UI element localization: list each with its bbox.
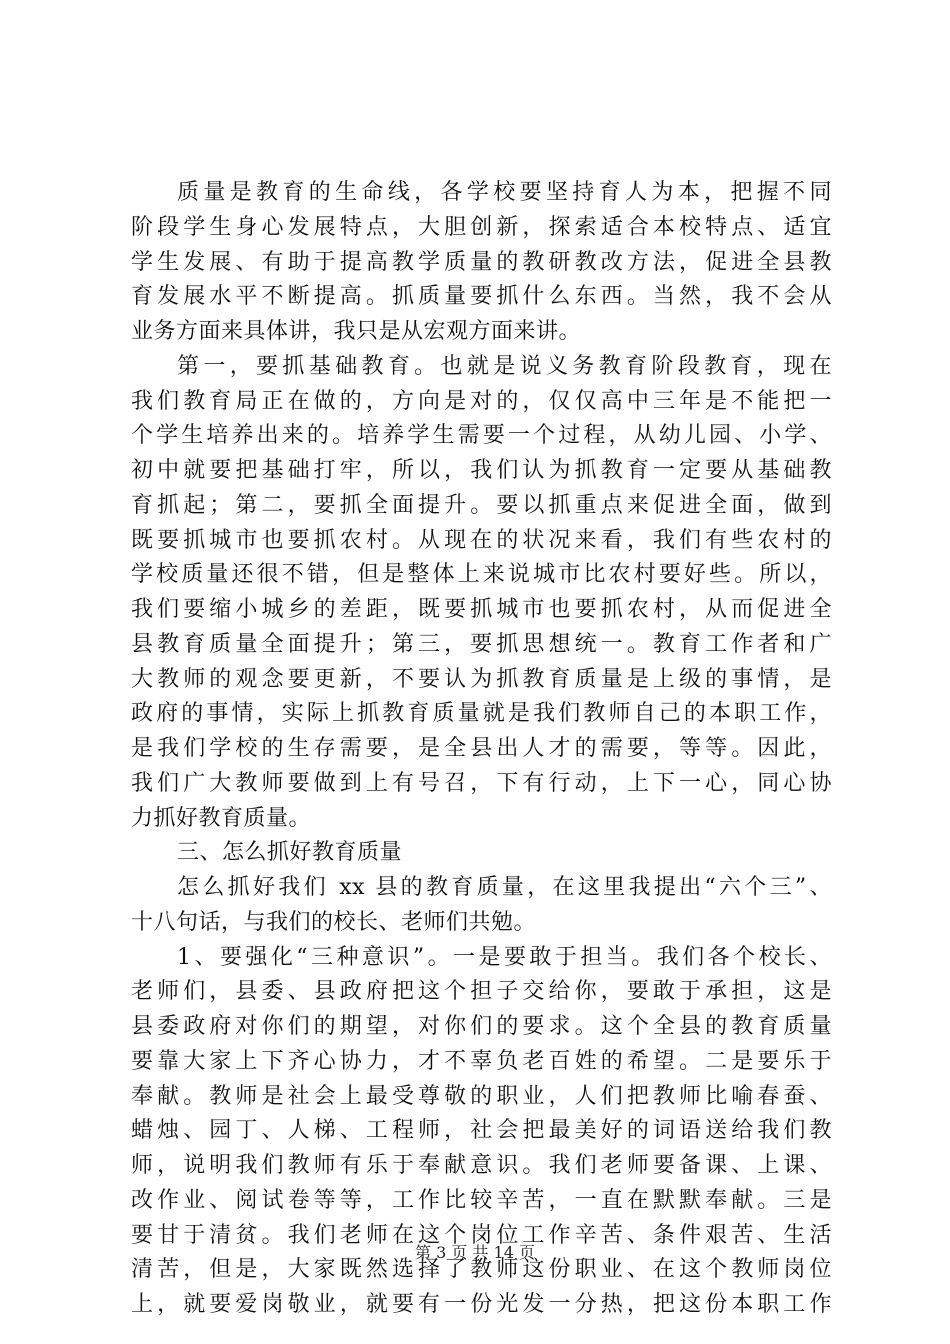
text-line: 1、要强化“三种意识”。一是要敢于担当。我们各个校长、 [177, 944, 832, 970]
text-line: 质量是教育的生命线，各学校要坚持育人为本，把握不同 [177, 180, 832, 205]
text-line: 育发展水平不断提高。抓质量要抓什么东西。当然，我不会从 [131, 284, 832, 310]
text-line: 清苦，但是，大家既然选择了教师这份职业、在这个教师岗位 [131, 1257, 832, 1283]
text-line: 力抓好教育质量。 [131, 805, 312, 831]
document-body [131, 176, 832, 1323]
text-line: 大教师的观念要更新，不要认为抓教育质量是上级的事情，是 [131, 666, 832, 692]
text-line: 个学生培养出来的。培养学生需要一个过程，从幼儿园、小学、 [131, 423, 832, 449]
text-line: 奉献。教师是社会上最受尊敬的职业，人们把教师比喻春蚕、 [131, 1083, 832, 1109]
text-line: 政府的事情，实际上抓教育质量就是我们教师自己的本职工作， [131, 701, 832, 727]
text-line: 改作业、阅试卷等等，工作比较辛苦，一直在默默奉献。三是 [131, 1187, 832, 1213]
text-line: 我们教育局正在做的，方向是对的，仅仅高中三年是不能把一 [131, 388, 832, 414]
text-line: 既要抓城市也要抓农村。从现在的状况来看，我们有些农村的 [131, 527, 832, 553]
text-line: 学生发展、有助于提高教学质量的教研教改方法，促进全县教 [131, 249, 832, 275]
text-line: 阶段学生身心发展特点，大胆创新，探索适合本校特点、适宜 [131, 214, 832, 240]
text-line: 我们广大教师要做到上有号召，下有行动，上下一心，同心协 [131, 770, 832, 796]
text-line: 县教育质量全面提升；第三，要抓思想统一。教育工作者和广 [131, 631, 832, 657]
text-line: 是我们学校的生存需要，是全县出人才的需要，等等。因此， [131, 736, 832, 761]
text-line: 业务方面来具体讲，我只是从宏观方面来讲。 [131, 319, 582, 344]
text-line: 三、怎么抓好教育质量 [177, 840, 403, 866]
text-line: 老师们，县委、县政府把这个担子交给你，要敢于承担，这是 [131, 979, 832, 1005]
text-line: 上，就要爱岗敬业，就要有一份光发一分热，把这份本职工作 [131, 1292, 832, 1317]
text-line: 蜡烛、园丁、人梯、工程师，社会把最美好的词语送给我们教 [131, 1118, 832, 1144]
text-line: 育抓起；第二，要抓全面提升。要以抓重点来促进全面，做到 [131, 492, 832, 518]
text-line: 我们要缩小城乡的差距，既要抓城市也要抓农村，从而促进全 [131, 597, 832, 622]
page-footer [0, 1241, 950, 1265]
text-line: 学校质量还很不错，但是整体上来说城市比农村要好些。所以， [131, 562, 832, 588]
text-line: 要靠大家上下齐心协力，才不辜负老百姓的希望。二是要乐于 [131, 1048, 832, 1074]
text-line: 县委政府对你们的期望，对你们的要求。这个全县的教育质量 [131, 1014, 832, 1039]
text-line: 要甘于清贫。我们老师在这个岗位工作辛苦、条件艰苦、生活 [131, 1222, 832, 1248]
text-line: 第一，要抓基础教育。也就是说义务教育阶段教育，现在 [177, 353, 832, 379]
text-line: 初中就要把基础打牢，所以，我们认为抓教育一定要从基础教 [131, 458, 832, 483]
text-line: 师，说明我们教师有乐于奉献意识。我们老师要备课、上课、 [131, 1153, 832, 1178]
text-line: 怎么抓好我们 xx 县的教育质量，在这里我提出“六个三”、 [177, 875, 832, 900]
text-line: 十八句话，与我们的校长、老师们共勉。 [131, 909, 537, 935]
page-number-label: 第 3 页 共 14 页 [415, 1243, 535, 1262]
